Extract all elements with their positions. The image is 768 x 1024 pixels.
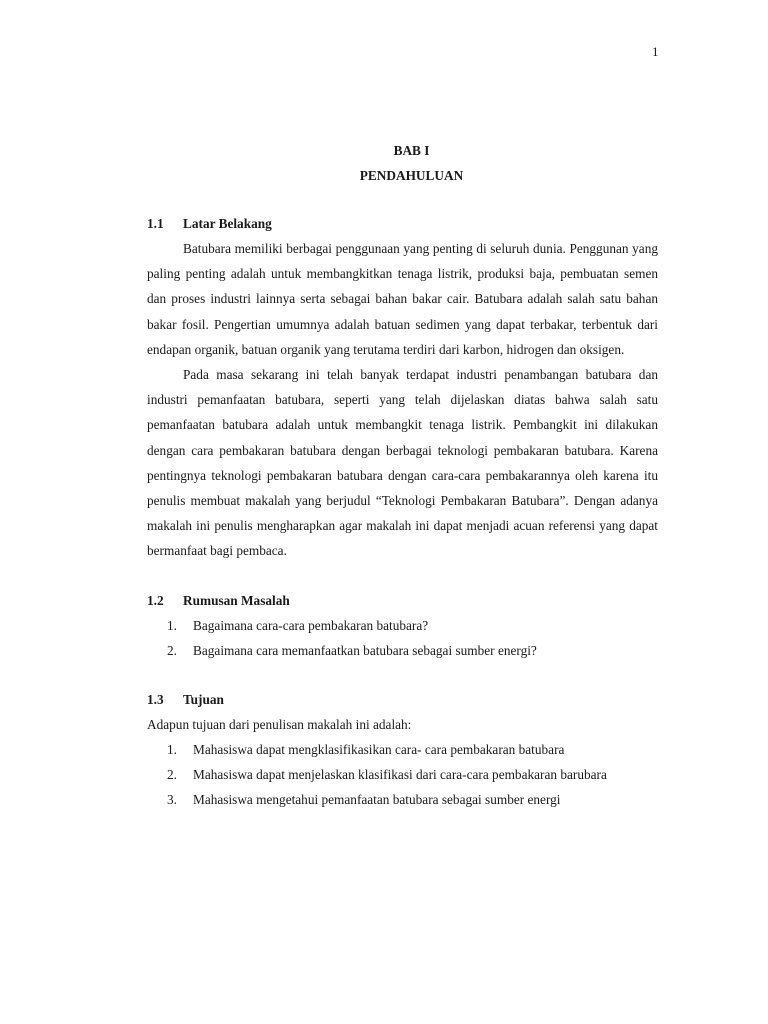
list-item-text: Mahasiswa mengetahui pemanfaatan batubara sebagai sumber energi: [193, 791, 561, 807]
list-item: [147, 762, 658, 787]
list-item-text: Bagaimana cara-cara pembakaran batubara?: [193, 617, 429, 633]
paragraph: Pada masa sekarang ini telah banyak terdapat industri penambangan batubara dan industri pemanfaatan batubara, seperti yang telah dijelaskan diatas bahwa salah satu pemanfaatan batubara adalah untuk membangkit tenaga listrik. Pembangkit ini dilakukan dengan cara pembakaran batubara dengan berbagai teknologi pembakaran batubara. Karena pentingnya teknologi pembakaran batubara dengan cara-cara pembakarannya oleh karena itu penulis membuat makalah yang berjudul “Teknologi Pembakaran Batubara”. Dengan adanya makalah ini penulis mengharapkan agar makalah ini dapat menjadi acuan referensi yang dapat bermanfaat bagi pembaca.: [147, 367, 658, 559]
list-item-number: 2.: [167, 766, 177, 782]
paragraph: Batubara memiliki berbagai penggunaan yang penting di seluruh dunia. Penggunan yang paling penting adalah untuk membangkitkan tenaga listrik, produksi baja, pembuatan semen dan proses industri lainnya serta sebagai bahan bakar cair. Batubara adalah salah satu bahan bakar fosil. Pengertian umumnya adalah batuan sedimen yang dapat terbakar, terbentuk dari endapan organik, batuan organik yang terutama terdiri dari karbon, hidrogen dan oksigen.: [147, 241, 658, 357]
section-number: 1.1: [147, 216, 164, 231]
list-item-text: Mahasiswa dapat mengklasifikasikan cara- cara pembakaran batubara: [193, 741, 565, 757]
chapter-label: BAB I: [393, 143, 430, 158]
section-number: 1.3: [147, 691, 164, 707]
list-item-number: 2.: [167, 642, 177, 658]
list-item-number: 1.: [167, 741, 177, 757]
section-intro: Adapun tujuan dari penulisan makalah ini adalah:: [147, 716, 412, 732]
section-title: Tujuan: [183, 691, 224, 707]
problem-list: [147, 613, 658, 663]
section-heading-rumusan-masalah: [147, 588, 658, 613]
chapter-heading: [0, 138, 768, 188]
section-title: Rumusan Masalah: [183, 592, 290, 608]
list-item: [147, 787, 658, 812]
document-body: [147, 211, 658, 812]
page-number: 1: [652, 44, 659, 59]
list-item: [147, 638, 658, 663]
section-title: Latar Belakang: [183, 216, 272, 231]
list-item-number: 1.: [167, 617, 177, 633]
chapter-title: PENDAHULUAN: [359, 168, 464, 183]
objective-list: [147, 737, 658, 812]
section-heading-latar-belakang: [147, 211, 658, 236]
section-heading-tujuan: [147, 687, 658, 712]
list-item-text: Bagaimana cara memanfaatkan batubara sebagai sumber energi?: [193, 642, 537, 658]
list-item: [147, 737, 658, 762]
list-item: [147, 613, 658, 638]
list-item-number: 3.: [167, 791, 177, 807]
section-number: 1.2: [147, 592, 164, 608]
list-item-text: Mahasiswa dapat menjelaskan klasifikasi dari cara-cara pembakaran barubara: [193, 766, 607, 782]
